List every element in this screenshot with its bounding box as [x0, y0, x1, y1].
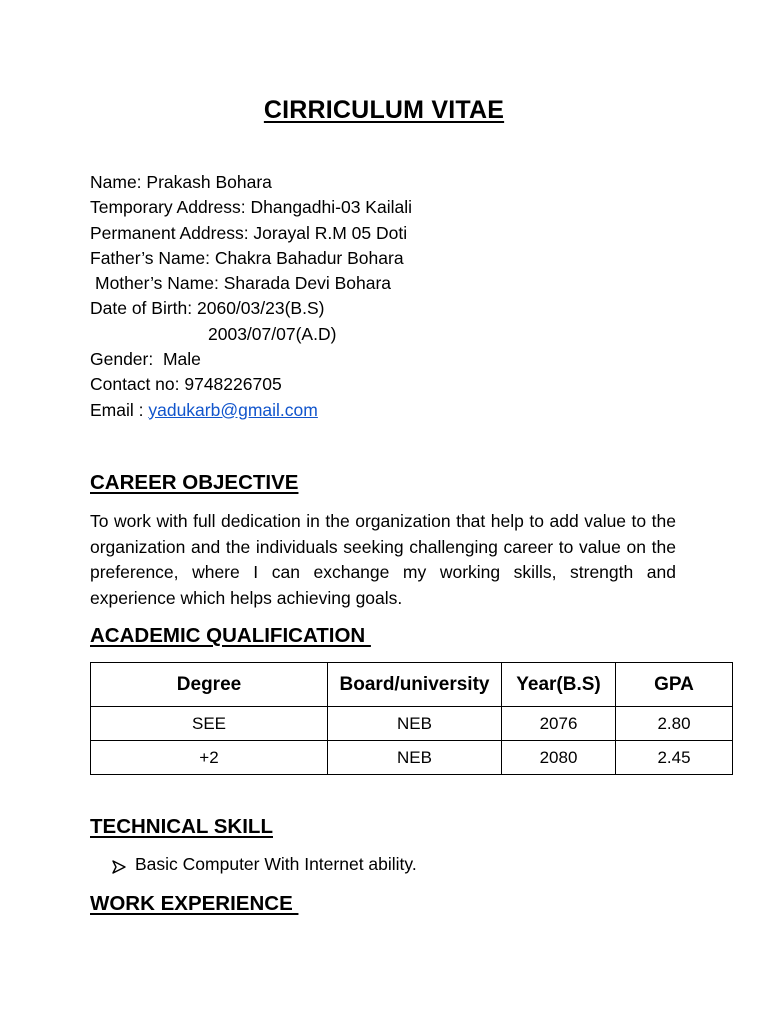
cell-gpa: 2.45 — [616, 741, 733, 775]
cell-year: 2080 — [502, 741, 616, 775]
document-title: CIRRICULUM VITAE — [263, 96, 505, 124]
technical-skill-heading: TECHNICAL SKILL — [90, 815, 273, 838]
cell-board: NEB — [328, 707, 502, 741]
arrow-bullet-icon — [112, 858, 126, 872]
mother-name-line: Mother’s Name: Sharada Devi Bohara — [95, 273, 392, 294]
contact-line: Contact no: 9748226705 — [90, 374, 282, 395]
header-degree: Degree — [91, 663, 328, 707]
cell-board: NEB — [328, 741, 502, 775]
header-gpa: GPA — [616, 663, 733, 707]
personal-info — [90, 170, 690, 423]
dob-bs-line: Date of Birth: 2060/03/23(B.S) — [90, 298, 325, 319]
email-label: Email : — [90, 399, 149, 420]
work-experience-heading: WORK EXPERIENCE — [90, 892, 299, 915]
academic-qualification-heading: ACADEMIC QUALIFICATION — [90, 624, 371, 647]
career-objective-text: To work with full dedication in the organization that help to add value to the organization and the individuals seeking challenging career to value on the preference, where I can exchange my working skills, strength and experience which helps achieving goals. — [90, 511, 676, 608]
email-line — [90, 398, 690, 423]
career-objective-heading: CAREER OBJECTIVE — [90, 471, 299, 494]
header-board: Board/university — [328, 663, 502, 707]
gender-line: Gender: Male — [90, 349, 201, 370]
cell-degree: SEE — [91, 707, 328, 741]
permanent-address-line: Permanent Address: Jorayal R.M 05 Doti — [90, 222, 408, 243]
cell-gpa: 2.80 — [616, 707, 733, 741]
table-header-row — [91, 663, 733, 707]
father-name-line: Father’s Name: Chakra Bahadur Bohara — [90, 247, 404, 268]
cell-year: 2076 — [502, 707, 616, 741]
header-year: Year(B.S) — [502, 663, 616, 707]
table-row — [91, 741, 733, 775]
temporary-address-line: Temporary Address: Dhangadhi-03 Kailali — [90, 197, 412, 218]
email-link[interactable]: yadukarb@gmail.com — [148, 399, 318, 420]
academic-table — [90, 662, 733, 775]
cell-degree: +2 — [91, 741, 328, 775]
table-row — [91, 707, 733, 741]
list-item — [112, 854, 417, 875]
skill-text: Basic Computer With Internet ability. — [135, 854, 417, 874]
name-line: Name: Prakash Bohara — [90, 172, 272, 192]
academic-table-wrapper — [90, 662, 733, 775]
dob-ad-line: 2003/07/07(A.D) — [208, 323, 337, 344]
